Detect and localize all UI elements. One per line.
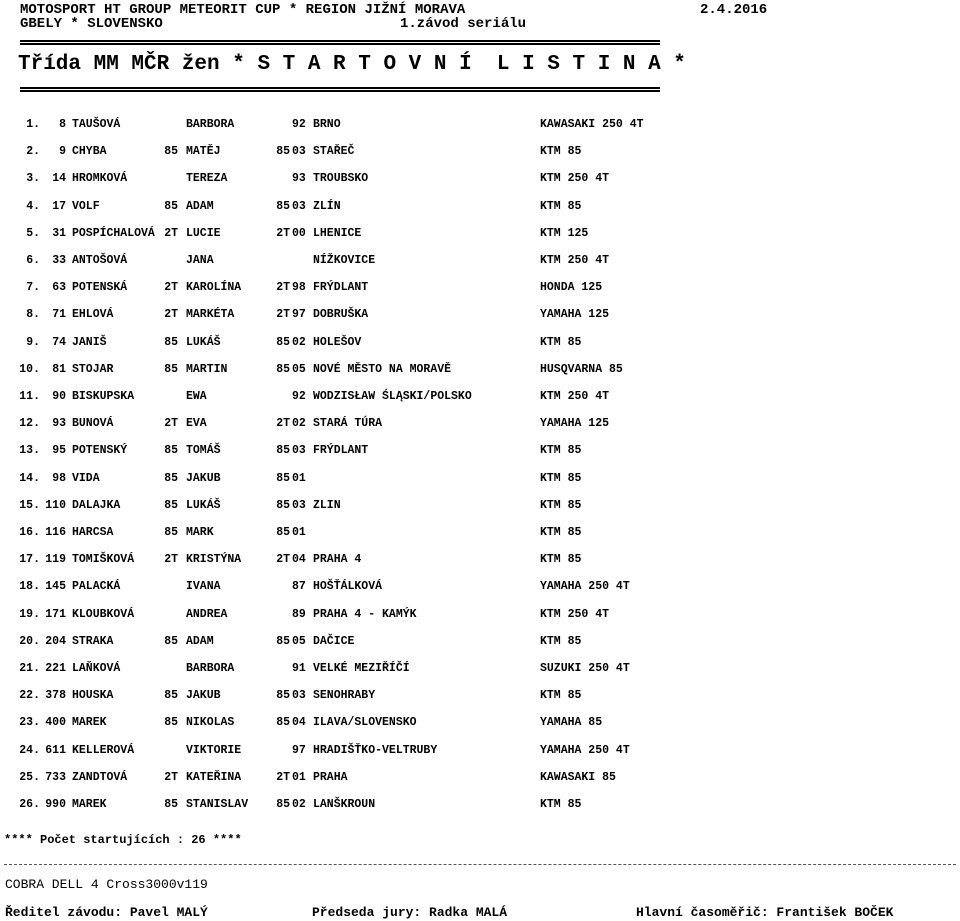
entry-surname: TAUŠOVÁ — [72, 118, 121, 131]
entry-year: 03 — [292, 199, 306, 213]
entry-city: ILAVA/SLOVENSKO — [313, 716, 417, 730]
entry-surname: POSPÍCHALOVÁ — [72, 226, 155, 240]
entry-cat2: 2T — [276, 281, 290, 295]
entry-firstname: NIKOLAS — [186, 716, 235, 730]
entry-num: 171 — [45, 607, 66, 621]
entry-firstname: IVANA — [186, 580, 221, 594]
table-row — [0, 444, 960, 458]
entry-cat2: 85 — [276, 145, 290, 159]
entry-surname: KLOUBKOVÁ — [72, 607, 135, 621]
entry-year: 92 — [292, 390, 306, 403]
entry-city: HOŠŤÁLKOVÁ — [313, 580, 383, 594]
software-version: COBRA DELL 4 Cross3000v119 — [5, 877, 208, 892]
race-director: Ředitel závodu: Pavel MALÝ — [5, 905, 208, 920]
entry-cat2: 2T — [276, 417, 290, 431]
page-title: Třída MM MČR žen * S T A R T O V N Í L I S T I N A * — [18, 53, 686, 76]
entry-ord: 5. — [26, 226, 40, 240]
entry-cat2: 85 — [276, 444, 290, 458]
entry-num: 378 — [45, 689, 66, 703]
entry-city: FRÝDLANT — [313, 444, 369, 458]
entry-surname: EHLOVÁ — [72, 308, 114, 322]
entry-ord: 15. — [19, 498, 40, 512]
entry-moto: KTM 85 — [540, 689, 582, 703]
entry-surname: VIDA — [72, 471, 100, 485]
entry-surname: VOLF — [72, 199, 100, 213]
event-date: 2.4.2016 — [700, 2, 768, 18]
entry-ord: 19. — [19, 607, 40, 621]
entry-moto: KTM 85 — [540, 634, 582, 648]
entry-cat1: 2T — [164, 417, 178, 431]
header-divider-top — [20, 40, 660, 45]
entry-moto: SUZUKI 250 4T — [540, 662, 630, 675]
entry-ord: 6. — [26, 254, 40, 267]
entry-city: BRNO — [313, 118, 341, 131]
table-row — [0, 390, 960, 404]
entry-ord: 20. — [19, 634, 40, 648]
jury-chairman: Předseda jury: Radka MALÁ — [312, 905, 508, 920]
entry-num: 116 — [45, 526, 66, 539]
entry-firstname: JANA — [186, 254, 214, 267]
footer-divider — [4, 864, 956, 865]
entry-surname: BUNOVÁ — [72, 417, 114, 431]
entry-moto: KTM 85 — [540, 145, 582, 159]
entry-firstname: LUCIE — [186, 226, 221, 240]
entry-city: PRAHA — [313, 770, 348, 784]
entry-year: 00 — [292, 226, 306, 240]
entry-cat2: 85 — [276, 634, 290, 648]
entry-surname: HROMKOVÁ — [72, 172, 128, 186]
entry-firstname: TOMÁŠ — [186, 444, 221, 458]
entry-cat1: 2T — [164, 308, 178, 322]
entry-city: PRAHA 4 - KAMÝK — [313, 607, 417, 621]
entry-moto: YAMAHA 125 — [540, 308, 610, 322]
entry-num: 14 — [52, 172, 66, 186]
entry-cat2: 2T — [276, 553, 290, 567]
entry-firstname: EVA — [186, 417, 207, 431]
entry-moto: KTM 85 — [540, 199, 582, 213]
entry-ord: 8. — [26, 308, 40, 322]
entry-cat1: 2T — [164, 226, 178, 240]
entry-cat2: 85 — [276, 199, 290, 213]
entry-cat1: 85 — [164, 689, 178, 703]
entry-moto: KAWASAKI 85 — [540, 770, 616, 784]
table-row — [0, 499, 960, 513]
entry-moto: HUSQVARNA 85 — [540, 362, 623, 376]
entry-cat2: 85 — [276, 716, 290, 730]
table-row — [0, 118, 960, 132]
entry-moto: HONDA 125 — [540, 281, 603, 295]
entry-num: 63 — [52, 281, 66, 295]
entry-moto: KTM 250 4T — [540, 172, 610, 186]
entry-cat2: 2T — [276, 226, 290, 240]
entry-year: 98 — [292, 281, 306, 295]
entry-moto: KTM 85 — [540, 498, 582, 512]
table-row — [0, 145, 960, 159]
entry-year: 02 — [292, 335, 306, 349]
table-row — [0, 526, 960, 540]
entry-year: 01 — [292, 770, 306, 784]
race-number: 1.závod seriálu — [400, 16, 527, 32]
entry-num: 110 — [45, 498, 66, 512]
entry-moto: KAWASAKI 250 4T — [540, 118, 644, 131]
entry-city: STAŘEČ — [313, 145, 355, 159]
entry-surname: POTENSKÝ — [72, 444, 128, 458]
entry-year: 97 — [292, 308, 306, 322]
entry-cat1: 2T — [164, 553, 178, 567]
entry-num: 990 — [45, 798, 66, 811]
entry-cat2: 85 — [276, 798, 290, 811]
entry-city: WODZISŁAW ŚLĄSKI/POLSKO — [313, 390, 472, 403]
entry-surname: TOMIŠKOVÁ — [72, 553, 135, 567]
entry-year: 87 — [292, 580, 306, 594]
entry-year: 05 — [292, 634, 306, 648]
entry-moto: YAMAHA 250 4T — [540, 580, 630, 594]
table-row — [0, 689, 960, 703]
entry-moto: KTM 125 — [540, 226, 589, 240]
entry-city: VELKÉ MEZIŘÍČÍ — [313, 662, 410, 675]
entry-cat1: 85 — [164, 798, 178, 811]
entry-num: 204 — [45, 634, 66, 648]
table-row — [0, 336, 960, 350]
event-title: MOTOSPORT HT GROUP METEORIT CUP * REGION JIŽNÍ MORAVA — [20, 2, 466, 18]
entry-surname: ANTOŠOVÁ — [72, 254, 128, 267]
entry-surname: STOJAR — [72, 362, 114, 376]
entry-cat1: 85 — [164, 526, 178, 539]
entry-num: 90 — [52, 390, 66, 403]
entry-ord: 23. — [19, 716, 40, 730]
entry-year: 93 — [292, 172, 306, 186]
entry-cat2: 2T — [276, 308, 290, 322]
entry-firstname: BARBORA — [186, 662, 235, 675]
entry-firstname: EWA — [186, 390, 207, 403]
entry-ord: 17. — [19, 553, 40, 567]
entry-city: LHENICE — [313, 226, 362, 240]
entry-firstname: KRISTÝNA — [186, 553, 242, 567]
entry-moto: KTM 85 — [540, 335, 582, 349]
entry-surname: JANIŠ — [72, 335, 107, 349]
entry-firstname: BARBORA — [186, 118, 235, 131]
entry-year: 01 — [292, 526, 306, 539]
entry-cat2: 85 — [276, 689, 290, 703]
entry-cat1: 85 — [164, 498, 178, 512]
starter-count: **** Počet startujících : 26 **** — [4, 833, 242, 847]
entry-cat1: 85 — [164, 145, 178, 159]
entry-cat2: 85 — [276, 471, 290, 485]
entry-ord: 11. — [19, 390, 40, 403]
entry-year: 05 — [292, 362, 306, 376]
entry-year: 04 — [292, 553, 306, 567]
entry-cat1: 85 — [164, 199, 178, 213]
entry-firstname: JAKUB — [186, 689, 221, 703]
entry-num: 95 — [52, 444, 66, 458]
entry-surname: MAREK — [72, 716, 107, 730]
entry-moto: KTM 85 — [540, 553, 582, 567]
entry-year: 04 — [292, 716, 306, 730]
entry-firstname: MARTIN — [186, 362, 228, 376]
entry-city: HOLEŠOV — [313, 335, 362, 349]
entry-city: TROUBSKO — [313, 172, 369, 186]
entry-city: STARÁ TÚRA — [313, 417, 383, 431]
entry-ord: 12. — [19, 417, 40, 431]
entry-city: ZLIN — [313, 498, 341, 512]
entry-firstname: MARKÉTA — [186, 308, 235, 322]
entry-ord: 2. — [26, 145, 40, 159]
entry-firstname: TEREZA — [186, 172, 228, 186]
entry-year: 03 — [292, 689, 306, 703]
entry-num: 733 — [45, 770, 66, 784]
entry-surname: PALACKÁ — [72, 580, 121, 594]
entry-firstname: MARK — [186, 526, 214, 539]
entry-surname: KELLEROVÁ — [72, 743, 135, 757]
entry-city: FRÝDLANT — [313, 281, 369, 295]
entry-city: DOBRUŠKA — [313, 308, 369, 322]
entry-moto: KTM 250 4T — [540, 607, 610, 621]
entry-year: 03 — [292, 498, 306, 512]
entry-surname: ZANDTOVÁ — [72, 770, 128, 784]
table-row — [0, 200, 960, 214]
entry-moto: KTM 250 4T — [540, 390, 610, 403]
entry-cat1: 2T — [164, 770, 178, 784]
entry-year: 97 — [292, 743, 306, 757]
entry-num: 98 — [52, 471, 66, 485]
entry-ord: 14. — [19, 471, 40, 485]
entry-surname: STRAKA — [72, 634, 114, 648]
table-row — [0, 254, 960, 268]
entry-cat2: 2T — [276, 770, 290, 784]
entry-moto: KTM 85 — [540, 444, 582, 458]
entry-num: 93 — [52, 417, 66, 431]
entry-cat2: 85 — [276, 498, 290, 512]
entry-firstname: KAROLÍNA — [186, 281, 242, 295]
entry-ord: 25. — [19, 770, 40, 784]
entry-ord: 1. — [26, 118, 40, 131]
entry-year: 02 — [292, 417, 306, 431]
entry-ord: 26. — [19, 798, 40, 811]
entry-year: 02 — [292, 798, 306, 811]
entry-moto: YAMAHA 85 — [540, 716, 603, 730]
entry-num: 145 — [45, 580, 66, 594]
table-row — [0, 472, 960, 486]
entry-surname: POTENSKÁ — [72, 281, 128, 295]
entry-num: 9 — [59, 145, 66, 159]
table-row — [0, 635, 960, 649]
entry-num: 81 — [52, 362, 66, 376]
entry-surname: MAREK — [72, 798, 107, 811]
entry-cat2: 85 — [276, 526, 290, 539]
entry-ord: 13. — [19, 444, 40, 458]
table-row — [0, 308, 960, 322]
entry-firstname: STANISLAV — [186, 798, 249, 811]
table-row — [0, 172, 960, 186]
entry-num: 8 — [59, 118, 66, 131]
table-row — [0, 281, 960, 295]
entry-num: 33 — [52, 254, 66, 267]
entry-year: 92 — [292, 118, 306, 131]
entry-firstname: VIKTORIE — [186, 743, 242, 757]
entry-ord: 3. — [26, 172, 40, 186]
entry-moto: KTM 85 — [540, 526, 582, 539]
entry-cat2: 85 — [276, 362, 290, 376]
entry-ord: 18. — [19, 580, 40, 594]
entry-cat1: 85 — [164, 362, 178, 376]
entry-cat1: 85 — [164, 716, 178, 730]
entry-num: 221 — [45, 662, 66, 675]
entry-city: LANŠKROUN — [313, 798, 376, 811]
entry-surname: HARCSA — [72, 526, 114, 539]
table-row — [0, 580, 960, 594]
entry-firstname: ADAM — [186, 634, 214, 648]
entry-city: HRADIŠŤKO-VELTRUBY — [313, 743, 438, 757]
entry-firstname: MATĚJ — [186, 145, 221, 159]
entry-firstname: ADAM — [186, 199, 214, 213]
entry-ord: 7. — [26, 281, 40, 295]
entry-num: 74 — [52, 335, 66, 349]
entry-ord: 21. — [19, 662, 40, 675]
entry-ord: 10. — [19, 362, 40, 376]
entry-ord: 22. — [19, 689, 40, 703]
entry-num: 611 — [45, 743, 66, 757]
entry-city: DAČICE — [313, 634, 355, 648]
table-row — [0, 553, 960, 567]
table-row — [0, 716, 960, 730]
table-row — [0, 227, 960, 241]
table-row — [0, 798, 960, 812]
entry-cat1: 85 — [164, 471, 178, 485]
entry-ord: 24. — [19, 743, 40, 757]
entry-ord: 4. — [26, 199, 40, 213]
entry-year: 89 — [292, 607, 306, 621]
entry-cat1: 85 — [164, 444, 178, 458]
entry-surname: BISKUPSKA — [72, 390, 135, 403]
entry-city: PRAHA 4 — [313, 553, 362, 567]
table-row — [0, 608, 960, 622]
entry-surname: LAŇKOVÁ — [72, 662, 121, 675]
entry-city: SENOHRABY — [313, 689, 376, 703]
entry-moto: KTM 85 — [540, 471, 582, 485]
entry-city: ZLÍN — [313, 199, 341, 213]
entry-surname: HOUSKA — [72, 689, 114, 703]
entry-firstname: ANDREA — [186, 607, 228, 621]
entry-city: NOVÉ MĚSTO NA MORAVĚ — [313, 362, 452, 376]
entry-firstname: LUKÁŠ — [186, 498, 221, 512]
table-row — [0, 417, 960, 431]
entry-num: 17 — [52, 199, 66, 213]
entry-year: 01 — [292, 471, 306, 485]
header-divider-bottom — [20, 87, 660, 92]
entry-num: 31 — [52, 226, 66, 240]
entry-num: 119 — [45, 553, 66, 567]
entry-firstname: LUKÁŠ — [186, 335, 221, 349]
chief-timekeeper: Hlavní časoměřič: František BOČEK — [636, 905, 894, 920]
entry-num: 400 — [45, 716, 66, 730]
entry-num: 71 — [52, 308, 66, 322]
entry-ord: 16. — [19, 526, 40, 539]
entry-ord: 9. — [26, 335, 40, 349]
entry-year: 03 — [292, 145, 306, 159]
entry-moto: YAMAHA 250 4T — [540, 743, 630, 757]
entry-moto: KTM 85 — [540, 798, 582, 811]
entry-moto: YAMAHA 125 — [540, 417, 610, 431]
table-row — [0, 363, 960, 377]
table-row — [0, 771, 960, 785]
entry-surname: DALAJKA — [72, 498, 121, 512]
entry-year: 03 — [292, 444, 306, 458]
entry-moto: KTM 250 4T — [540, 254, 610, 267]
table-row — [0, 662, 960, 676]
entry-firstname: JAKUB — [186, 471, 221, 485]
entry-cat1: 2T — [164, 281, 178, 295]
entry-firstname: KATEŘINA — [186, 770, 242, 784]
entry-surname: CHYBA — [72, 145, 107, 159]
entry-year: 91 — [292, 662, 306, 675]
event-location: GBELY * SLOVENSKO — [20, 16, 163, 32]
entry-cat1: 85 — [164, 634, 178, 648]
entry-city: NÍŽKOVICE — [313, 254, 376, 267]
table-row — [0, 744, 960, 758]
entry-cat2: 85 — [276, 335, 290, 349]
entry-cat1: 85 — [164, 335, 178, 349]
